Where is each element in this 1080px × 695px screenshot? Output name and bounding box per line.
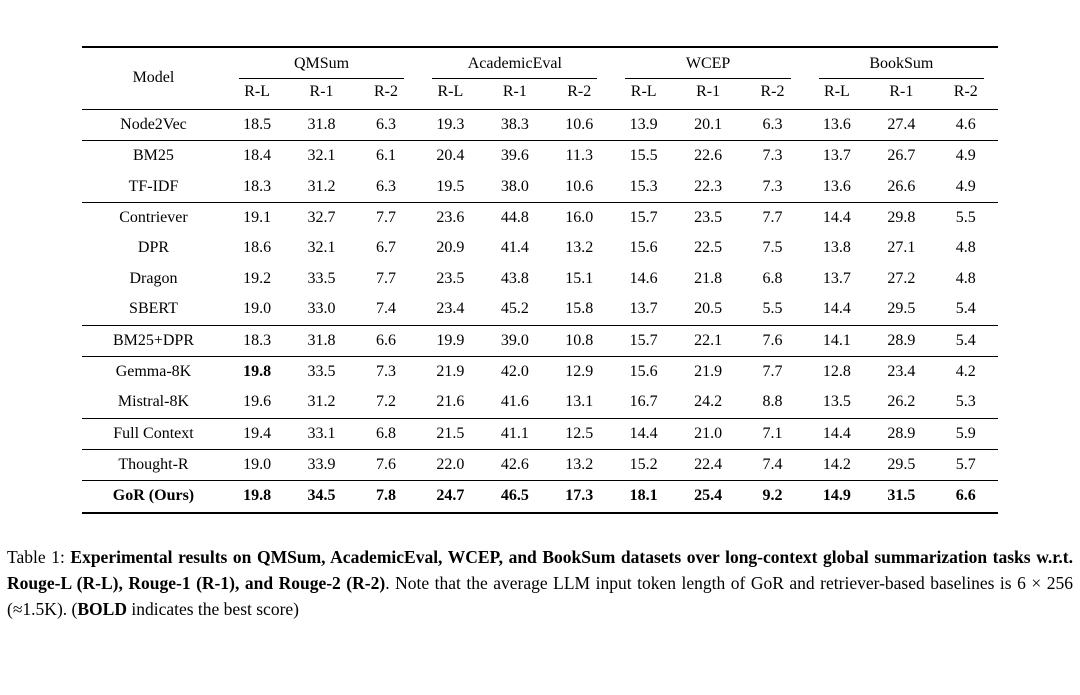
metric-value: 32.1	[289, 141, 353, 172]
metric-value: 10.6	[565, 177, 594, 195]
metric-value: 13.7	[822, 269, 851, 287]
metric-value: 23.5	[676, 202, 740, 233]
metric-value: 13.7	[805, 141, 869, 172]
metric-value: 7.7	[740, 202, 804, 233]
metric-header: R-L	[805, 79, 869, 109]
metric-value: 13.5	[822, 393, 851, 411]
metric-value: 25.4	[676, 481, 740, 513]
metric-value: 34.5	[289, 481, 353, 513]
metric-value: 28.9	[869, 325, 933, 356]
metric-value: 22.6	[676, 141, 740, 172]
metric-value: 42.0	[483, 356, 547, 387]
metric-value: 18.1	[611, 481, 675, 513]
model-column-header: Model	[82, 47, 225, 109]
metric-value: 29.5	[887, 300, 916, 318]
metric-value: 7.7	[740, 356, 804, 387]
metric-value: 5.4	[955, 300, 976, 318]
metric-value: 19.5	[436, 177, 465, 195]
metric-value: 13.2	[547, 450, 611, 481]
table-row	[82, 172, 998, 203]
results-table	[82, 46, 998, 514]
metric-value: 13.7	[629, 300, 658, 318]
dataset-header-label: WCEP	[625, 48, 790, 79]
metric-value: 19.0	[243, 300, 272, 318]
metric-value: 20.1	[694, 115, 723, 133]
metric-value: 31.2	[307, 177, 336, 195]
metric-value: 18.4	[225, 141, 289, 172]
metric-value: 18.5	[243, 115, 272, 133]
metric-value: 19.9	[418, 325, 482, 356]
metric-value: 20.9	[436, 239, 465, 257]
metric-value: 41.4	[500, 239, 529, 257]
metric-value: 5.9	[934, 418, 998, 449]
metric-value: 16.7	[629, 393, 658, 411]
metric-value: 6.3	[762, 115, 783, 133]
table-row	[82, 418, 998, 449]
metric-value: 22.3	[694, 177, 723, 195]
metric-value: 15.1	[565, 269, 594, 287]
metric-value: 10.8	[547, 325, 611, 356]
dataset-header-qmsum	[225, 47, 418, 79]
caption-bold-text: BOLD	[77, 599, 127, 620]
metric-value: 7.4	[740, 450, 804, 481]
metric-value: 44.8	[483, 202, 547, 233]
model-name: Gemma-8K	[82, 356, 225, 387]
metric-value: 42.6	[483, 450, 547, 481]
metric-value: 14.2	[805, 450, 869, 481]
metric-value: 27.2	[887, 269, 916, 287]
metric-value: 22.0	[418, 450, 482, 481]
caption-text: Table 1:	[7, 546, 71, 567]
metric-value: 6.6	[934, 481, 998, 513]
metric-value: 41.6	[500, 393, 529, 411]
metric-value: 6.8	[354, 418, 418, 449]
metric-value: 19.4	[225, 418, 289, 449]
metric-value: 19.3	[436, 115, 465, 133]
metric-value: 5.7	[934, 450, 998, 481]
metric-header: R-L	[418, 79, 482, 109]
table-row	[82, 356, 998, 387]
metric-value: 20.4	[418, 141, 482, 172]
metric-value: 9.2	[740, 481, 804, 513]
metric-value: 6.3	[375, 177, 396, 195]
table-wrapper	[82, 46, 998, 514]
model-name: Node2Vec	[120, 115, 187, 133]
metric-value: 45.2	[500, 300, 529, 318]
caption-text: . Note that the average LLM input token length of GoR and retriever-based baselines is 6 × 256 (≈1.5K). (	[7, 573, 1074, 620]
metric-value: 17.3	[547, 481, 611, 513]
metric-value: 26.2	[887, 393, 916, 411]
metric-value: 13.9	[629, 115, 658, 133]
model-name: Mistral-8K	[117, 393, 190, 411]
metric-header: R-2	[740, 79, 804, 109]
metric-value: 10.6	[565, 115, 594, 133]
metric-value: 5.5	[934, 202, 998, 233]
metric-header: R-1	[869, 79, 933, 109]
table-row	[82, 109, 998, 140]
metric-value: 4.6	[955, 115, 976, 133]
metric-value: 6.1	[354, 141, 418, 172]
table-body	[82, 109, 998, 513]
metric-value: 21.9	[418, 356, 482, 387]
metric-value: 29.8	[869, 202, 933, 233]
metric-value: 23.6	[418, 202, 482, 233]
metric-value: 14.6	[629, 269, 658, 287]
dataset-header-academiceval	[418, 47, 611, 79]
metric-value: 32.7	[289, 202, 353, 233]
metric-value: 33.5	[289, 356, 353, 387]
metric-value: 31.5	[869, 481, 933, 513]
metric-value: 27.1	[887, 239, 916, 257]
metric-value: 22.5	[694, 239, 723, 257]
metric-value: 7.7	[375, 269, 396, 287]
metric-value: 19.8	[225, 481, 289, 513]
dataset-header-booksum	[805, 47, 998, 79]
metric-value: 7.5	[762, 239, 783, 257]
metric-value: 8.8	[762, 393, 783, 411]
metric-header: R-1	[483, 79, 547, 109]
metric-value: 7.7	[354, 202, 418, 233]
metric-value: 21.8	[694, 269, 723, 287]
model-name: Full Context	[82, 418, 225, 449]
metric-header: R-1	[289, 79, 353, 109]
metric-value: 15.6	[611, 356, 675, 387]
metric-value: 33.5	[307, 269, 336, 287]
table-row	[82, 233, 998, 263]
metric-value: 6.7	[375, 239, 396, 257]
metric-value: 7.6	[740, 325, 804, 356]
model-name: SBERT	[129, 300, 178, 318]
caption-text: indicates the best score)	[126, 599, 299, 620]
metric-value: 19.6	[243, 393, 272, 411]
metric-value: 19.2	[243, 269, 272, 287]
metric-value: 19.8	[225, 356, 289, 387]
metric-value: 12.5	[547, 418, 611, 449]
metric-value: 7.3	[762, 177, 783, 195]
metric-value: 6.8	[762, 269, 783, 287]
metric-value: 21.6	[436, 393, 465, 411]
metric-value: 38.3	[500, 115, 529, 133]
metric-value: 31.2	[307, 393, 336, 411]
metric-value: 26.6	[887, 177, 916, 195]
metric-value: 13.2	[565, 239, 594, 257]
metric-value: 22.1	[676, 325, 740, 356]
metric-value: 15.6	[629, 239, 658, 257]
metric-value: 5.4	[934, 325, 998, 356]
metric-value: 14.4	[611, 418, 675, 449]
metric-value: 33.0	[307, 300, 336, 318]
metric-value: 18.3	[225, 325, 289, 356]
caption-bold-text: Experimental results on QMSum, AcademicEval, WCEP, and BookSum datasets over long-context global summarization tasks w.r.t. Rouge-L (R-L), Rouge-1 (R-1), and Rouge-2 (R-2)	[7, 546, 1073, 594]
metric-value: 7.4	[375, 300, 396, 318]
dataset-header-label: QMSum	[239, 48, 404, 79]
metric-value: 11.3	[547, 141, 611, 172]
metric-value: 19.0	[225, 450, 289, 481]
metric-value: 46.5	[483, 481, 547, 513]
metric-value: 14.4	[805, 202, 869, 233]
table-row	[82, 202, 998, 233]
metric-value: 4.9	[955, 177, 976, 195]
metric-value: 13.6	[822, 177, 851, 195]
model-name: Dragon	[129, 269, 178, 287]
metric-value: 39.0	[483, 325, 547, 356]
metric-value: 15.3	[629, 177, 658, 195]
model-name: BM25	[82, 141, 225, 172]
metric-value: 7.1	[740, 418, 804, 449]
metric-value: 31.8	[289, 325, 353, 356]
metric-value: 7.2	[375, 393, 396, 411]
metric-value: 14.4	[822, 300, 851, 318]
metric-value: 29.5	[869, 450, 933, 481]
model-name: TF-IDF	[128, 177, 179, 195]
table-row	[82, 481, 998, 513]
metric-value: 31.8	[307, 115, 336, 133]
metric-value: 41.1	[483, 418, 547, 449]
metric-value: 4.8	[955, 239, 976, 257]
metric-value: 43.8	[500, 269, 529, 287]
table-row	[82, 325, 998, 356]
model-name: BM25+DPR	[82, 325, 225, 356]
metric-value: 23.4	[869, 356, 933, 387]
metric-value: 14.1	[805, 325, 869, 356]
metric-value: 21.9	[676, 356, 740, 387]
metric-value: 4.2	[934, 356, 998, 387]
metric-value: 7.3	[740, 141, 804, 172]
metric-value: 15.8	[565, 300, 594, 318]
model-name: DPR	[137, 239, 170, 257]
metric-header: R-L	[225, 79, 289, 109]
metric-value: 5.3	[955, 393, 976, 411]
metric-value: 18.3	[243, 177, 272, 195]
metric-value: 20.5	[694, 300, 723, 318]
metric-value: 7.8	[354, 481, 418, 513]
metric-value: 7.6	[354, 450, 418, 481]
metric-value: 12.8	[805, 356, 869, 387]
metric-header: R-2	[547, 79, 611, 109]
model-name: GoR (Ours)	[82, 481, 225, 513]
table-header	[82, 47, 998, 109]
metric-value: 32.1	[307, 239, 336, 257]
model-name: Contriever	[82, 202, 225, 233]
metric-value: 7.3	[354, 356, 418, 387]
table-row	[82, 264, 998, 294]
dataset-header-label: AcademicEval	[432, 48, 597, 79]
metric-value: 24.2	[694, 393, 723, 411]
metric-value: 13.8	[822, 239, 851, 257]
metric-value: 13.6	[822, 115, 851, 133]
metric-value: 39.6	[483, 141, 547, 172]
metric-value: 23.5	[436, 269, 465, 287]
metric-value: 23.4	[436, 300, 465, 318]
metric-value: 18.6	[243, 239, 272, 257]
metric-value: 15.5	[611, 141, 675, 172]
metric-value: 5.5	[762, 300, 783, 318]
metric-value: 21.0	[676, 418, 740, 449]
metric-value: 13.1	[565, 393, 594, 411]
metric-value: 38.0	[500, 177, 529, 195]
metric-value: 24.7	[418, 481, 482, 513]
table-row	[82, 450, 998, 481]
metric-value: 33.1	[289, 418, 353, 449]
metric-header: R-L	[611, 79, 675, 109]
table-row	[82, 294, 998, 325]
metric-value: 26.7	[869, 141, 933, 172]
table-row	[82, 141, 998, 172]
dataset-header-label: BookSum	[819, 48, 984, 79]
header-row-datasets	[82, 47, 998, 79]
metric-value: 14.4	[805, 418, 869, 449]
metric-value: 6.6	[354, 325, 418, 356]
metric-value: 15.7	[611, 325, 675, 356]
metric-value: 12.9	[547, 356, 611, 387]
metric-value: 15.2	[611, 450, 675, 481]
metric-value: 22.4	[676, 450, 740, 481]
metric-value: 14.9	[805, 481, 869, 513]
metric-header: R-2	[934, 79, 998, 109]
metric-value: 28.9	[869, 418, 933, 449]
metric-header: R-1	[676, 79, 740, 109]
metric-value: 21.5	[418, 418, 482, 449]
model-name: Thought-R	[82, 450, 225, 481]
metric-value: 16.0	[547, 202, 611, 233]
metric-value: 27.4	[887, 115, 916, 133]
metric-header: R-2	[354, 79, 418, 109]
dataset-header-wcep	[611, 47, 804, 79]
table-row	[82, 387, 998, 418]
metric-value: 33.9	[289, 450, 353, 481]
metric-value: 6.3	[375, 115, 396, 133]
table-caption	[7, 544, 1073, 623]
metric-value: 4.8	[955, 269, 976, 287]
metric-value: 19.1	[225, 202, 289, 233]
metric-value: 4.9	[934, 141, 998, 172]
metric-value: 15.7	[611, 202, 675, 233]
